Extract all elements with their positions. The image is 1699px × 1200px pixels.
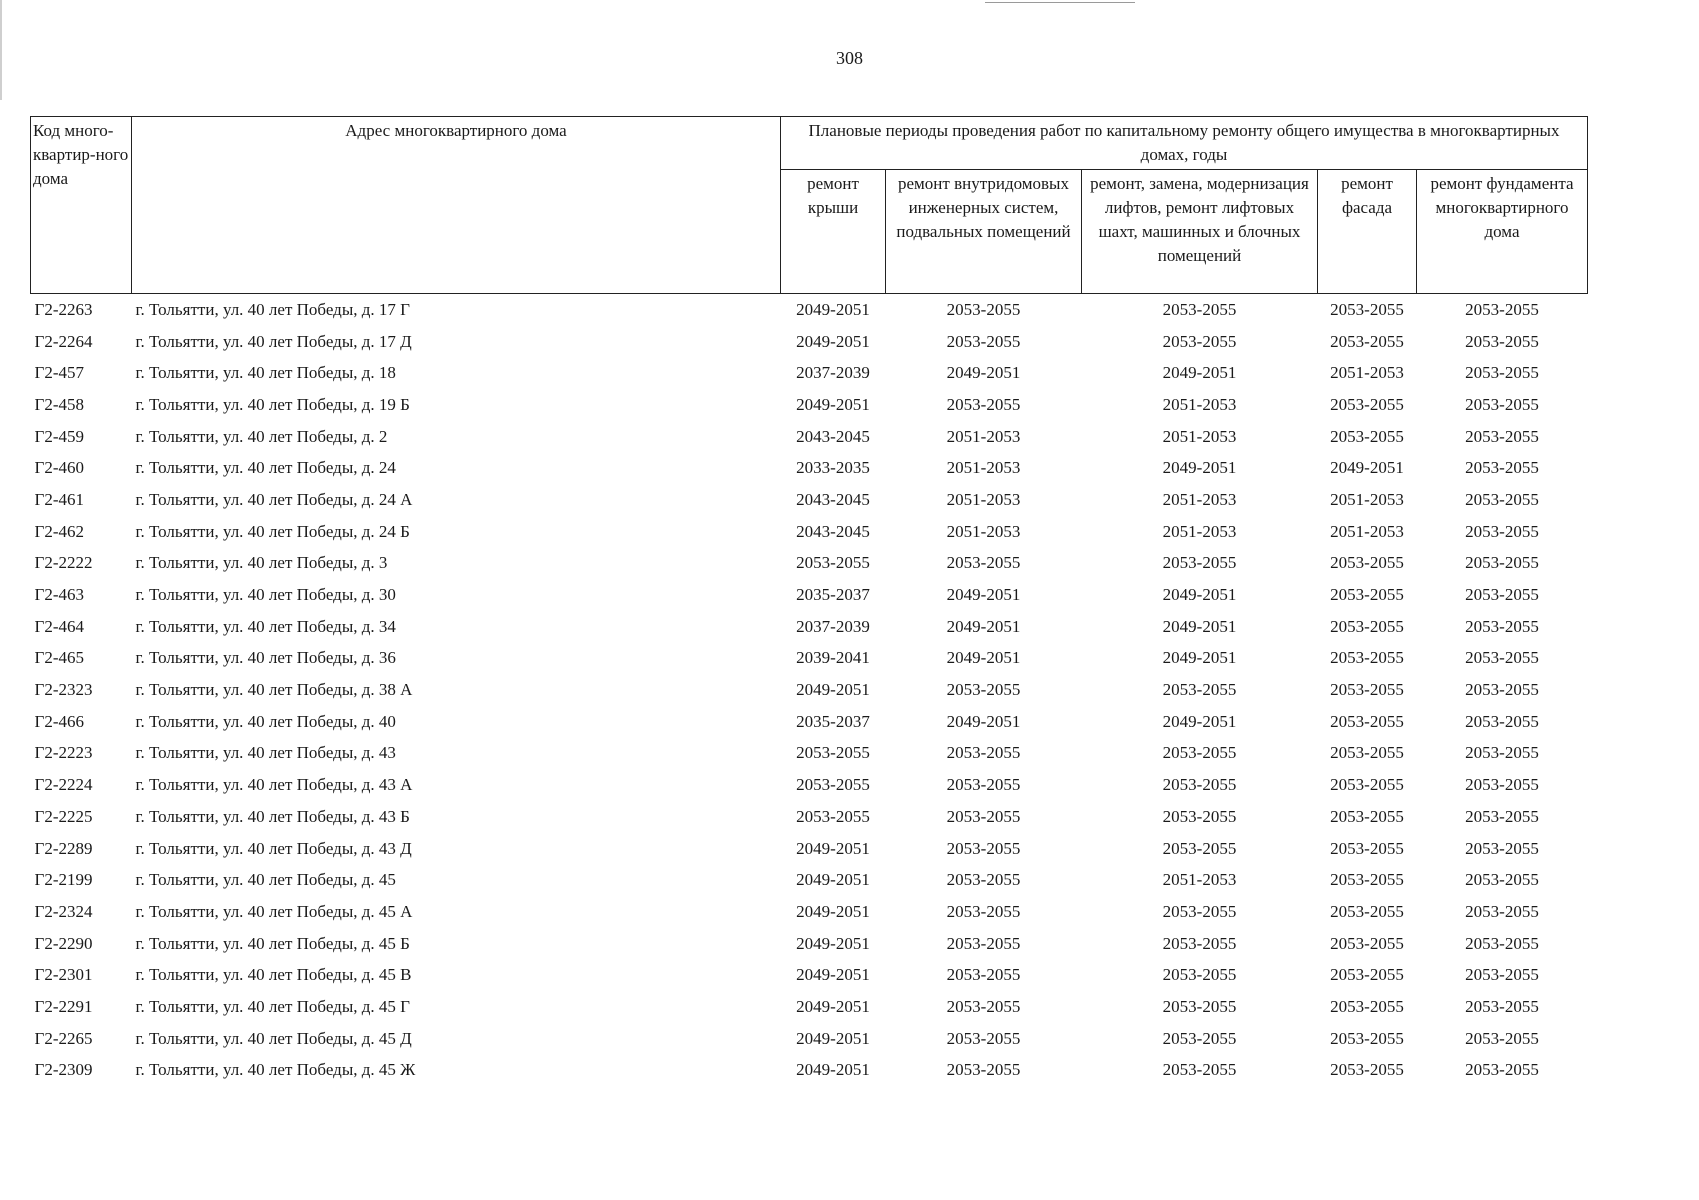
page-number: 308 <box>836 48 863 68</box>
cell-elevators: 2053-2055 <box>1162 901 1237 921</box>
cell-foundation: 2053-2055 <box>1465 838 1539 858</box>
cell-elevators: 2053-2055 <box>1162 933 1237 953</box>
cell-code: Г2-2265 <box>34 1028 93 1048</box>
table-row <box>31 833 1588 865</box>
cell-address: г. Тольятти, ул. 40 лет Победы, д. 45 В <box>135 965 412 985</box>
cell-foundation: 2053-2055 <box>1465 711 1539 731</box>
cell-roof: 2043-2045 <box>796 426 870 446</box>
cell-address: г. Тольятти, ул. 40 лет Победы, д. 43 А <box>135 775 413 795</box>
cell-address: г. Тольятти, ул. 40 лет Победы, д. 24 <box>135 458 396 478</box>
table-row <box>31 294 1588 326</box>
cell-code: Г2-2263 <box>34 299 93 319</box>
cell-roof: 2049-2051 <box>796 299 870 319</box>
table-row <box>31 896 1588 928</box>
header-address: Адрес многоквартирного дома <box>132 117 781 294</box>
cell-code: Г2-2225 <box>34 806 93 826</box>
cell-roof: 2049-2051 <box>796 838 870 858</box>
cell-roof: 2033-2035 <box>796 458 870 478</box>
cell-facade: 2053-2055 <box>1330 680 1404 700</box>
cell-facade: 2051-2053 <box>1330 363 1404 383</box>
cell-foundation: 2053-2055 <box>1465 299 1539 319</box>
cell-engineering: 2053-2055 <box>946 743 1021 763</box>
cell-foundation: 2053-2055 <box>1465 933 1539 953</box>
cell-elevators: 2051-2053 <box>1162 521 1237 541</box>
cell-elevators: 2053-2055 <box>1162 806 1237 826</box>
cell-engineering: 2053-2055 <box>946 870 1021 890</box>
cell-facade: 2053-2055 <box>1330 996 1404 1016</box>
cell-address: г. Тольятти, ул. 40 лет Победы, д. 24 Б <box>135 521 410 541</box>
table-row <box>31 959 1588 991</box>
cell-code: Г2-2222 <box>34 553 93 573</box>
cell-facade: 2053-2055 <box>1330 965 1404 985</box>
cell-address: г. Тольятти, ул. 40 лет Победы, д. 43 <box>135 743 396 763</box>
cell-facade: 2053-2055 <box>1330 711 1404 731</box>
cell-code: Г2-458 <box>34 394 84 414</box>
cell-facade: 2053-2055 <box>1330 616 1404 636</box>
cell-roof: 2053-2055 <box>796 743 870 763</box>
cell-roof: 2049-2051 <box>796 901 870 921</box>
cell-elevators: 2053-2055 <box>1162 743 1237 763</box>
cell-roof: 2053-2055 <box>796 775 870 795</box>
table-row <box>31 484 1588 516</box>
cell-foundation: 2053-2055 <box>1465 489 1539 509</box>
table-row <box>31 421 1588 453</box>
cell-code: Г2-464 <box>34 616 84 636</box>
cell-code: Г2-461 <box>34 489 84 509</box>
cell-engineering: 2051-2053 <box>946 521 1021 541</box>
cell-elevators: 2049-2051 <box>1162 648 1237 668</box>
table-row <box>31 389 1588 421</box>
cell-roof: 2039-2041 <box>796 648 870 668</box>
table-row <box>31 452 1588 484</box>
cell-code: Г2-2199 <box>34 870 93 890</box>
cell-engineering: 2053-2055 <box>946 965 1021 985</box>
cell-facade: 2053-2055 <box>1330 426 1404 446</box>
cell-engineering: 2053-2055 <box>946 838 1021 858</box>
cell-foundation: 2053-2055 <box>1465 363 1539 383</box>
cell-facade: 2053-2055 <box>1330 1028 1404 1048</box>
cell-elevators: 2049-2051 <box>1162 363 1237 383</box>
cell-elevators: 2053-2055 <box>1162 965 1237 985</box>
cell-address: г. Тольятти, ул. 40 лет Победы, д. 19 Б <box>135 394 410 414</box>
cell-foundation: 2053-2055 <box>1465 394 1539 414</box>
cell-foundation: 2053-2055 <box>1465 458 1539 478</box>
cell-roof: 2049-2051 <box>796 1028 870 1048</box>
cell-code: Г2-462 <box>34 521 84 541</box>
cell-engineering: 2049-2051 <box>946 711 1021 731</box>
cell-facade: 2053-2055 <box>1330 585 1404 605</box>
cell-roof: 2053-2055 <box>796 553 870 573</box>
cell-code: Г2-2291 <box>34 996 93 1016</box>
cell-facade: 2053-2055 <box>1330 648 1404 668</box>
cell-roof: 2049-2051 <box>796 1060 870 1080</box>
cell-foundation: 2053-2055 <box>1465 616 1539 636</box>
cell-engineering: 2051-2053 <box>946 489 1021 509</box>
cell-code: Г2-459 <box>34 426 84 446</box>
cell-code: Г2-2289 <box>34 838 93 858</box>
cell-engineering: 2053-2055 <box>946 331 1021 351</box>
cell-foundation: 2053-2055 <box>1465 426 1539 446</box>
cell-elevators: 2049-2051 <box>1162 458 1237 478</box>
table-body <box>31 294 1588 1087</box>
header-facade: ремонт фасада <box>1318 170 1417 294</box>
header-engineering: ремонт внутридомовых инженерных систем, подвальных помещений <box>886 170 1082 294</box>
table-row <box>31 548 1588 580</box>
cell-elevators: 2049-2051 <box>1162 585 1237 605</box>
cell-elevators: 2051-2053 <box>1162 870 1237 890</box>
cell-address: г. Тольятти, ул. 40 лет Победы, д. 36 <box>135 648 396 668</box>
cell-engineering: 2049-2051 <box>946 585 1021 605</box>
cell-facade: 2053-2055 <box>1330 933 1404 953</box>
table-row <box>31 579 1588 611</box>
capital-repair-table <box>30 116 1588 1086</box>
cell-engineering: 2053-2055 <box>946 933 1021 953</box>
cell-elevators: 2053-2055 <box>1162 838 1237 858</box>
cell-code: Г2-2223 <box>34 743 93 763</box>
cell-roof: 2037-2039 <box>796 363 870 383</box>
cell-address: г. Тольятти, ул. 40 лет Победы, д. 45 Б <box>135 933 410 953</box>
cell-code: Г2-460 <box>34 458 84 478</box>
cell-roof: 2049-2051 <box>796 965 870 985</box>
cell-foundation: 2053-2055 <box>1465 996 1539 1016</box>
table-row <box>31 326 1588 358</box>
cell-roof: 2043-2045 <box>796 521 870 541</box>
cell-address: г. Тольятти, ул. 40 лет Победы, д. 45 Д <box>135 1028 412 1048</box>
cell-engineering: 2053-2055 <box>946 553 1021 573</box>
cell-engineering: 2051-2053 <box>946 426 1021 446</box>
cell-engineering: 2051-2053 <box>946 458 1021 478</box>
cell-engineering: 2049-2051 <box>946 363 1021 383</box>
cell-foundation: 2053-2055 <box>1465 775 1539 795</box>
cell-elevators: 2053-2055 <box>1162 553 1237 573</box>
cell-engineering: 2053-2055 <box>946 680 1021 700</box>
header-elevators: ремонт, замена, модернизация лифтов, ремонт лифтовых шахт, машинных и блочных помещений <box>1082 170 1318 294</box>
cell-elevators: 2051-2053 <box>1162 426 1237 446</box>
cell-engineering: 2053-2055 <box>946 299 1021 319</box>
cell-elevators: 2049-2051 <box>1162 711 1237 731</box>
cell-facade: 2053-2055 <box>1330 743 1404 763</box>
table-row <box>31 769 1588 801</box>
scan-artifact-line <box>985 2 1135 3</box>
cell-code: Г2-463 <box>34 585 84 605</box>
cell-engineering: 2053-2055 <box>946 775 1021 795</box>
cell-elevators: 2053-2055 <box>1162 331 1237 351</box>
cell-address: г. Тольятти, ул. 40 лет Победы, д. 43 Д <box>135 838 412 858</box>
cell-elevators: 2053-2055 <box>1162 680 1237 700</box>
cell-code: Г2-2224 <box>34 775 93 795</box>
table-row <box>31 738 1588 770</box>
cell-address: г. Тольятти, ул. 40 лет Победы, д. 38 А <box>135 680 413 700</box>
cell-code: Г2-2323 <box>34 680 93 700</box>
cell-elevators: 2053-2055 <box>1162 1060 1237 1080</box>
table-row <box>31 864 1588 896</box>
cell-facade: 2053-2055 <box>1330 838 1404 858</box>
cell-roof: 2049-2051 <box>796 870 870 890</box>
cell-foundation: 2053-2055 <box>1465 585 1539 605</box>
cell-engineering: 2053-2055 <box>946 394 1021 414</box>
cell-foundation: 2053-2055 <box>1465 1028 1539 1048</box>
cell-foundation: 2053-2055 <box>1465 965 1539 985</box>
cell-address: г. Тольятти, ул. 40 лет Победы, д. 18 <box>135 363 396 383</box>
cell-foundation: 2053-2055 <box>1465 901 1539 921</box>
cell-address: г. Тольятти, ул. 40 лет Победы, д. 45 А <box>135 901 413 921</box>
cell-foundation: 2053-2055 <box>1465 680 1539 700</box>
table-header <box>31 117 1588 294</box>
cell-roof: 2049-2051 <box>796 680 870 700</box>
table-row <box>31 357 1588 389</box>
cell-roof: 2037-2039 <box>796 616 870 636</box>
table-row <box>31 1023 1588 1055</box>
cell-code: Г2-465 <box>34 648 84 668</box>
cell-roof: 2049-2051 <box>796 331 870 351</box>
cell-facade: 2053-2055 <box>1330 553 1404 573</box>
cell-facade: 2053-2055 <box>1330 1060 1404 1080</box>
table-row <box>31 928 1588 960</box>
cell-address: г. Тольятти, ул. 40 лет Победы, д. 17 Д <box>135 331 412 351</box>
cell-elevators: 2049-2051 <box>1162 616 1237 636</box>
table-row <box>31 991 1588 1023</box>
cell-foundation: 2053-2055 <box>1465 521 1539 541</box>
cell-engineering: 2053-2055 <box>946 806 1021 826</box>
cell-foundation: 2053-2055 <box>1465 648 1539 668</box>
cell-foundation: 2053-2055 <box>1465 870 1539 890</box>
cell-address: г. Тольятти, ул. 40 лет Победы, д. 30 <box>135 585 396 605</box>
cell-facade: 2053-2055 <box>1330 775 1404 795</box>
cell-facade: 2051-2053 <box>1330 521 1404 541</box>
cell-roof: 2043-2045 <box>796 489 870 509</box>
table-row <box>31 643 1588 675</box>
cell-engineering: 2053-2055 <box>946 1028 1021 1048</box>
cell-code: Г2-2324 <box>34 901 93 921</box>
cell-address: г. Тольятти, ул. 40 лет Победы, д. 3 <box>135 553 388 573</box>
header-periods-group: Плановые периоды проведения работ по капитальному ремонту общего имущества в многоквартирных домах, годы <box>781 117 1588 170</box>
table-row <box>31 706 1588 738</box>
cell-address: г. Тольятти, ул. 40 лет Победы, д. 34 <box>135 616 396 636</box>
cell-foundation: 2053-2055 <box>1465 743 1539 763</box>
cell-code: Г2-457 <box>34 363 84 383</box>
cell-engineering: 2053-2055 <box>946 901 1021 921</box>
cell-facade: 2053-2055 <box>1330 331 1404 351</box>
cell-foundation: 2053-2055 <box>1465 553 1539 573</box>
cell-elevators: 2053-2055 <box>1162 775 1237 795</box>
table-row <box>31 611 1588 643</box>
cell-roof: 2049-2051 <box>796 996 870 1016</box>
header-foundation: ремонт фундамента многоквартирного дома <box>1417 170 1588 294</box>
cell-roof: 2049-2051 <box>796 394 870 414</box>
header-roof: ремонт крыши <box>781 170 886 294</box>
table-row <box>31 801 1588 833</box>
cell-elevators: 2051-2053 <box>1162 394 1237 414</box>
cell-facade: 2053-2055 <box>1330 901 1404 921</box>
cell-address: г. Тольятти, ул. 40 лет Победы, д. 45 Ж <box>135 1060 416 1080</box>
cell-facade: 2051-2053 <box>1330 489 1404 509</box>
table-row <box>31 674 1588 706</box>
cell-address: г. Тольятти, ул. 40 лет Победы, д. 2 <box>135 426 388 446</box>
cell-elevators: 2051-2053 <box>1162 489 1237 509</box>
cell-facade: 2053-2055 <box>1330 870 1404 890</box>
cell-address: г. Тольятти, ул. 40 лет Победы, д. 24 А <box>135 489 413 509</box>
cell-facade: 2053-2055 <box>1330 394 1404 414</box>
cell-facade: 2053-2055 <box>1330 299 1404 319</box>
cell-roof: 2035-2037 <box>796 711 870 731</box>
cell-foundation: 2053-2055 <box>1465 331 1539 351</box>
cell-roof: 2035-2037 <box>796 585 870 605</box>
cell-engineering: 2053-2055 <box>946 1060 1021 1080</box>
cell-code: Г2-2290 <box>34 933 93 953</box>
cell-elevators: 2053-2055 <box>1162 996 1237 1016</box>
cell-facade: 2049-2051 <box>1330 458 1404 478</box>
cell-elevators: 2053-2055 <box>1162 1028 1237 1048</box>
cell-code: Г2-2301 <box>34 965 93 985</box>
cell-code: Г2-2264 <box>34 331 93 351</box>
table-row <box>31 1055 1588 1087</box>
cell-roof: 2053-2055 <box>796 806 870 826</box>
cell-foundation: 2053-2055 <box>1465 1060 1539 1080</box>
cell-address: г. Тольятти, ул. 40 лет Победы, д. 43 Б <box>135 806 410 826</box>
cell-foundation: 2053-2055 <box>1465 806 1539 826</box>
cell-roof: 2049-2051 <box>796 933 870 953</box>
cell-code: Г2-466 <box>34 711 84 731</box>
cell-facade: 2053-2055 <box>1330 806 1404 826</box>
cell-address: г. Тольятти, ул. 40 лет Победы, д. 45 <box>135 870 396 890</box>
cell-code: Г2-2309 <box>34 1060 93 1080</box>
table-row <box>31 516 1588 548</box>
header-code: Код много-квартир-ного дома <box>31 117 132 294</box>
cell-address: г. Тольятти, ул. 40 лет Победы, д. 40 <box>135 711 396 731</box>
cell-engineering: 2053-2055 <box>946 996 1021 1016</box>
cell-engineering: 2049-2051 <box>946 616 1021 636</box>
cell-elevators: 2053-2055 <box>1162 299 1237 319</box>
cell-address: г. Тольятти, ул. 40 лет Победы, д. 45 Г <box>135 996 410 1016</box>
cell-engineering: 2049-2051 <box>946 648 1021 668</box>
cell-address: г. Тольятти, ул. 40 лет Победы, д. 17 Г <box>135 299 410 319</box>
